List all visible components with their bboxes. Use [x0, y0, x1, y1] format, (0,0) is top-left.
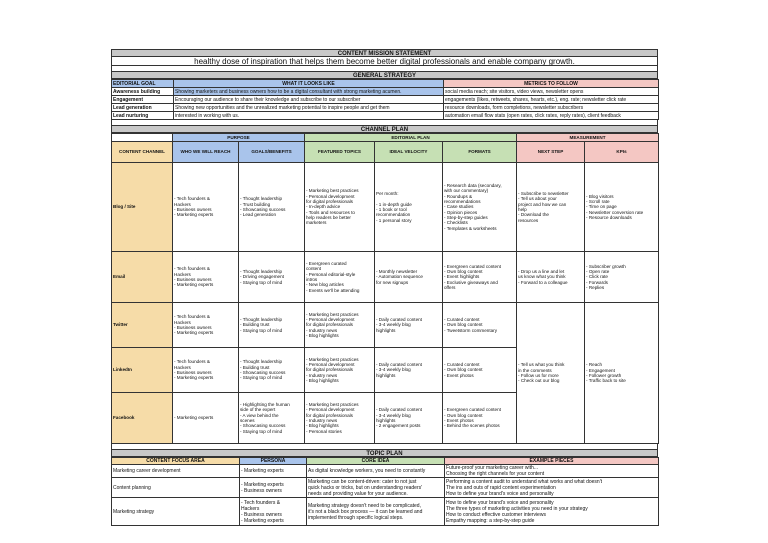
header-who: WHO WE WILL REACH: [173, 142, 239, 163]
next-step-cell: - Tell us what you think in the comments - Follow us for more - Check out our blog: [517, 303, 585, 444]
core-idea-cell: Marketing can be content-driven: cater to not just quick hacks or tricks, but on understanding readers' needs and providing value for your audience.: [307, 478, 445, 498]
mission-title: CONTENT MISSION STATEMENT: [111, 49, 658, 57]
topics-cell: - Marketing best practices - Personal development for digital professionals - Industry news - Blog highlights: [305, 348, 375, 393]
channel-name: Facebook: [112, 393, 173, 444]
who-cell: - Tech founders & Hackers - Business owners - Marketing experts: [173, 252, 239, 303]
topics-cell: - Marketing best practices - Personal development for digital professionals - Industry news - Blog highlights: [305, 303, 375, 348]
formats-cell: - Curated content - Own blog content - Tweetstorm commentary: [443, 303, 517, 348]
next-step-cell: - Drop us a line and let us know what you think - Forward to a colleague: [517, 252, 585, 303]
who-cell: - Tech founders & Hackers - Business owners - Marketing experts: [173, 303, 239, 348]
goal-cell: Lead nurturing: [112, 112, 174, 120]
header-goals: GOALS/BENEFITS: [239, 142, 305, 163]
mission-statement: healthy dose of inspiration that helps them become better digital professionals and enable company growth.: [111, 57, 658, 66]
kpis-cell: - Subscriber growth - Open rate - Click rate - Forwards - Replies: [585, 252, 659, 303]
col-metrics: METRICS TO FOLLOW: [444, 80, 659, 88]
core-idea-cell: As digital knowledge workers, you need to constantly: [307, 465, 445, 478]
channel-name: Email: [112, 252, 173, 303]
goals-cell: - Highlighting the human side of the expert - A view behind the scenes - Showcasing success - Staying top of mind: [239, 393, 305, 444]
focus-area-cell: Marketing strategy: [112, 498, 240, 526]
channel-name: LinkedIn: [112, 348, 173, 393]
formats-cell: - Curated content - Own blog content - Event photos: [443, 348, 517, 393]
header-example-pieces: EXAMPLE PIECES: [445, 458, 659, 465]
kpis-cell: - Reach - Engagement - Follower growth - Traffic back to site: [585, 303, 659, 444]
group-editorial: EDITORIAL PLAN: [305, 134, 517, 142]
header-kpis: KPIs: [585, 142, 659, 163]
example-pieces-cell: How to define your brand's voice and personality The three types of marketing activities you need in your strategy How to conduct effective customer interviews Empathy mapping: a step-by-step guide: [445, 498, 659, 526]
header-velocity: IDEAL VELOCITY: [375, 142, 443, 163]
header-topics: FEATURED TOPICS: [305, 142, 375, 163]
topics-cell: - Marketing best practices - Personal development for digital professionals - Industry news - Blog highlights - Personal stories: [305, 393, 375, 444]
who-cell: - Marketing experts: [173, 393, 239, 444]
what-cell: Encouraging our audience to share their knowledge and subscribe to our subscriber: [174, 96, 444, 104]
header-persona: PERSONA: [240, 458, 307, 465]
header-core-idea: CORE IDEA: [307, 458, 445, 465]
velocity-cell: - Daily curated content - 3-4 weekly blog highlights: [375, 303, 443, 348]
header-content-channel: CONTENT CHANNEL: [112, 142, 173, 163]
goals-cell: - Thought leadership - Building trust - Showcasing success - Staying top of mind: [239, 348, 305, 393]
who-cell: - Tech founders & Hackers - Business owners - Marketing experts: [173, 163, 239, 252]
kpis-cell: - Blog visitors - Scroll rate - Time on page - Newsletter conversion rate - Resource downloads: [585, 163, 659, 252]
header-formats: FORMATS: [443, 142, 517, 163]
group-measurement: MEASUREMENT: [517, 134, 659, 142]
col-editorial-goal: EDITORIAL GOAL: [112, 80, 174, 88]
example-pieces-cell: Future-proof your marketing career with... Choosing the right channels for your content: [445, 465, 659, 478]
velocity-cell: - Daily curated content - 3-4 weekly blog highlights - 2 engagement posts: [375, 393, 443, 444]
what-cell: Showing new opportunities and the unrealized marketing potential to inspire people and get them: [174, 104, 444, 112]
header-focus-area: CONTENT FOCUS AREA: [112, 458, 240, 465]
channel-name: Twitter: [112, 303, 173, 348]
what-cell: Showing marketers and business owners how to be a digital consultant with strong marketing acumen.: [174, 88, 444, 96]
formats-cell: - Research data (secondary, with our commentary) - Roundups & recommendations - Case studies - Opinion pieces - Step-by-step guides - Checklists - Templates & worksheets: [443, 163, 517, 252]
formats-cell: - Evergreen curated content - Own blog content - Event photos - Behind the scenes photos: [443, 393, 517, 444]
example-pieces-cell: Performing a content audit to understand what works and what doesn't The ins and outs of rapid content experimentation How to define your brand's voice and personality: [445, 478, 659, 498]
header-next-step: NEXT STEP: [517, 142, 585, 163]
channel-name: Blog / Site: [112, 163, 173, 252]
goal-cell: Engagement: [112, 96, 174, 104]
metrics-cell: automation email flow stats (open rates, click rates, reply rates), client feedback: [444, 112, 659, 120]
persona-cell: - Marketing experts: [240, 465, 307, 478]
general-strategy-title: GENERAL STRATEGY: [111, 71, 658, 79]
velocity-cell: - Daily curated content - 3-4 weekly blog highlights: [375, 348, 443, 393]
core-idea-cell: Marketing strategy doesn't need to be complicated, it's not a black box process — it can be learned and implemented through specific logical steps.: [307, 498, 445, 526]
goals-cell: - Thought leadership - Building trust - Staying top of mind: [239, 303, 305, 348]
focus-area-cell: Marketing career development: [112, 465, 240, 478]
persona-cell: - Marketing experts - Business owners: [240, 478, 307, 498]
goal-cell: Lead generation: [112, 104, 174, 112]
topics-cell: - Marketing best practices - Personal development for digital professionals - In-depth advice - Tools and resources to help readers be better marketers: [305, 163, 375, 252]
metrics-cell: social media reach; site visitors, video views, newsletter opens: [444, 88, 659, 96]
formats-cell: - Evergreen curated content - Own blog content - Event highlights - Exclusive giveaways and offers: [443, 252, 517, 303]
general-strategy-table: [111, 79, 659, 120]
velocity-cell: - Monthly newsletter - Automation sequence for new signups: [375, 252, 443, 303]
metrics-cell: resource downloads, form completions, newsletter subscribers: [444, 104, 659, 112]
velocity-cell: Per month: - 1 in-depth guide - 1 book or tool recommendation - 1 personal story: [375, 163, 443, 252]
metrics-cell: engagements (likes, retweets, shares, hearts, etc.), eng. rate; newsletter click rate: [444, 96, 659, 104]
topic-plan-title: TOPIC PLAN: [111, 449, 658, 457]
col-what-it-looks-like: WHAT IT LOOKS LIKE: [174, 80, 444, 88]
goals-cell: - Thought leadership - Trust building - Showcasing success - Lead generation: [239, 163, 305, 252]
content-strategy-sheet: [111, 49, 658, 526]
persona-cell: - Tech founders & Hackers - Business owners - Marketing experts: [240, 498, 307, 526]
channel-plan-table: [111, 133, 659, 444]
who-cell: - Tech founders & Hackers - Business owners - Marketing experts: [173, 348, 239, 393]
topic-plan-table: [111, 457, 659, 526]
group-purpose: PURPOSE: [173, 134, 305, 142]
what-cell: interested in working with us.: [174, 112, 444, 120]
next-step-cell: - Subscribe to newsletter - Tell us about your project and how we can help - Download the resources: [517, 163, 585, 252]
focus-area-cell: Content planning: [112, 478, 240, 498]
goals-cell: - Thought leadership - Driving engagement - Staying top of mind: [239, 252, 305, 303]
goal-cell: Awareness building: [112, 88, 174, 96]
channel-plan-title: CHANNEL PLAN: [111, 125, 658, 133]
topics-cell: - Evergreen curated content - Personal editorial-style intros - New blog articles - Events we'll be attending: [305, 252, 375, 303]
